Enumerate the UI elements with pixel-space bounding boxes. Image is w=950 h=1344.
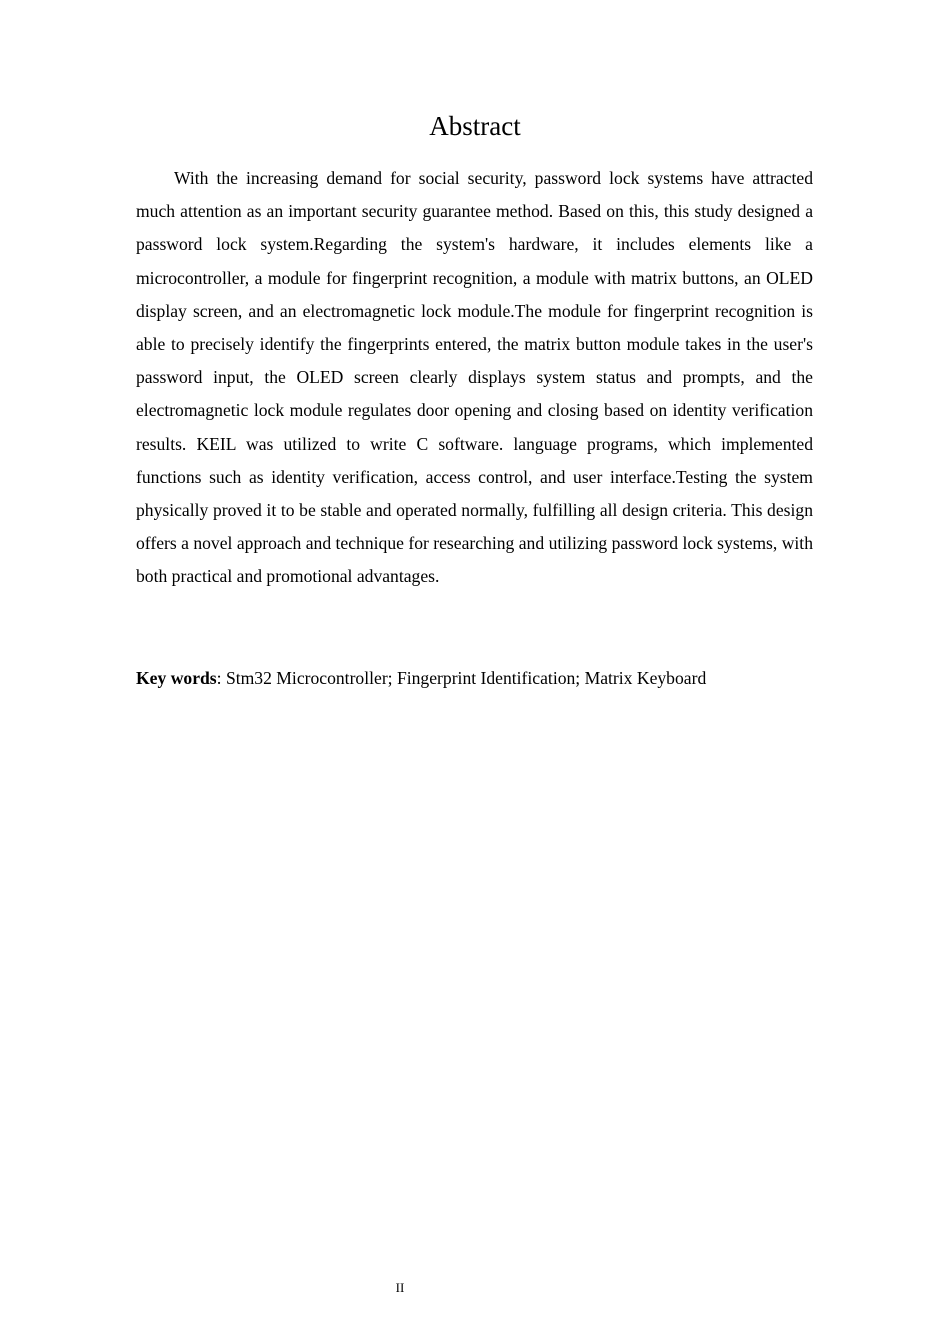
keywords-line xyxy=(136,662,836,695)
abstract-body: With the increasing demand for social security, password lock systems have attracted much attention as an important security guarantee method. Based on this, this study designed a password lock system.Regarding the system's hardware, it includes elements like a microcontroller, a module for fingerprint recognition, a module with matrix buttons, an OLED display screen, and an electromagnetic lock module.The module for fingerprint recognition is able to precisely identify the fingerprints entered, the matrix button module takes in the user's password input, the OLED screen clearly displays system status and prompts, and the electromagnetic lock module regulates door opening and closing based on identity verification results. KEIL was utilized to write C software. language programs, which implemented functions such as identity verification, access control, and user interface.Testing the system physically proved it to be stable and operated normally, fulfilling all design criteria. This design offers a novel approach and technique for researching and utilizing password lock systems, with both practical and promotional advantages. xyxy=(136,168,813,587)
keywords-text: Stm32 Microcontroller; Fingerprint Identification; Matrix Keyboard xyxy=(225,668,707,688)
page-number: II xyxy=(395,1280,405,1295)
abstract-title: Abstract xyxy=(429,111,521,141)
keywords-separator: : xyxy=(216,668,226,688)
keywords-label: Key words xyxy=(136,668,217,688)
